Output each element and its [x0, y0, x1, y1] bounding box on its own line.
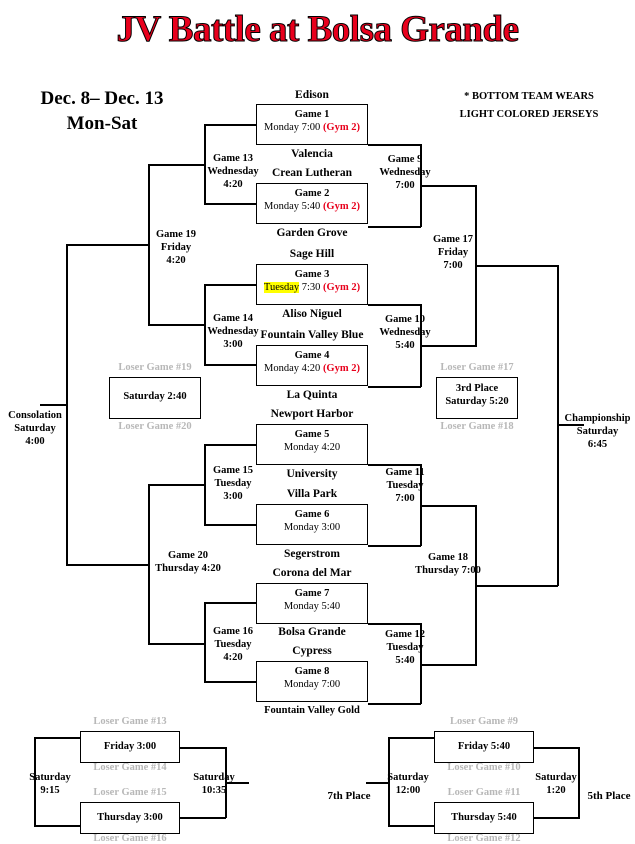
- round1-team-bottom: Bolsa Grande: [278, 626, 346, 638]
- game-number: Game 12: [385, 629, 425, 640]
- third-place-loser-bottom: Loser Game #18: [440, 421, 514, 432]
- round1-team-bottom: La Quinta: [286, 389, 338, 401]
- consolation-label: Consolation: [8, 410, 62, 421]
- game-time: 12:00: [395, 785, 421, 796]
- game-day-time: Friday 5:40: [457, 741, 511, 752]
- bracket-line: [388, 737, 435, 739]
- game-day: Monday: [264, 122, 300, 133]
- round1-team-bottom: University: [286, 468, 338, 480]
- game-number: Game 6: [294, 509, 330, 520]
- bracket-line: [204, 524, 257, 526]
- game-number: Game 19: [156, 229, 196, 240]
- game-gym: (Gym 2): [322, 122, 360, 133]
- game-time: 7:00: [321, 679, 341, 690]
- bracket-line: [66, 244, 148, 246]
- third-place-label: 3rd Place: [455, 383, 499, 394]
- fifth-place-label: 5th Place: [587, 790, 631, 802]
- game-number: Game 8: [294, 666, 330, 677]
- game-time: 4:20: [321, 442, 341, 453]
- game-day-time: [400, 564, 496, 577]
- bottom-left-game-bottom: [80, 802, 180, 834]
- game-time: 7:00: [395, 180, 415, 191]
- game-day: Saturday: [535, 772, 577, 783]
- game-day: Saturday: [29, 772, 71, 783]
- bracket-line: [204, 284, 257, 286]
- game-time: 6:45: [587, 439, 608, 450]
- bottom-left-loser-1: Loser Game #13: [93, 716, 167, 727]
- round1-team-bottom: Valencia: [291, 148, 333, 160]
- right-semifinal-label: [400, 551, 496, 577]
- bracket-line: [66, 564, 148, 566]
- bottom-right-game-bottom: [434, 802, 534, 834]
- round1-team-top: Fountain Valley Blue: [260, 329, 364, 341]
- round1-team-top: Cypress: [292, 645, 332, 657]
- left-quarterfinal-label: [200, 152, 266, 191]
- game-time: 3:00: [321, 522, 341, 533]
- game-number: Game 1: [294, 109, 330, 120]
- game-day-time: [143, 562, 233, 575]
- bottom-left-game-top: [80, 731, 180, 763]
- game-time: 7:00: [301, 122, 321, 133]
- bottom-left-right-label: [183, 771, 245, 797]
- left-semifinal-label: [143, 549, 233, 575]
- game-time-line: [257, 362, 367, 375]
- game-time: 7:30: [301, 282, 321, 293]
- tournament-dates: [4, 86, 200, 136]
- game-time: 4:00: [25, 436, 45, 447]
- game-time: 1:20: [546, 785, 566, 796]
- round1-team-bottom: Garden Grove: [276, 227, 348, 239]
- consol-semi-loser-top: Loser Game #19: [118, 362, 192, 373]
- game-time-line: [257, 678, 367, 691]
- round1-team-top: Villa Park: [286, 488, 338, 500]
- round1-team-top: Edison: [295, 89, 329, 101]
- game-day: Wednesday: [379, 327, 431, 338]
- game-number: Game 4: [294, 350, 330, 361]
- game-number: Game 5: [294, 429, 330, 440]
- game-time: 4:20: [166, 255, 186, 266]
- left-semifinal-label: [143, 228, 209, 267]
- game-day-time: Friday 3:00: [103, 741, 157, 752]
- game-day: Tuesday: [214, 639, 252, 650]
- championship-title: Championship: [564, 413, 631, 424]
- bracket-line: [179, 747, 226, 749]
- consol-semi-box: [109, 377, 201, 419]
- game-number: Game 20: [168, 550, 208, 561]
- game-time: 5:40: [301, 201, 321, 212]
- game-time: 4:20: [223, 179, 243, 190]
- bracket-line: [34, 737, 81, 739]
- bracket-line: [476, 265, 558, 267]
- bracket-line: [368, 545, 421, 547]
- game-number: Game 10: [385, 314, 425, 325]
- bracket-line: [204, 602, 257, 604]
- bottom-left-loser-3: Loser Game #15: [93, 787, 167, 798]
- game-day: Thursday: [155, 563, 199, 574]
- game-day: Monday: [283, 679, 319, 690]
- game-time: 7:00: [443, 260, 463, 271]
- bracket-line: [179, 817, 226, 819]
- right-quarterfinal-label: [372, 628, 438, 667]
- bracket-line: [533, 817, 580, 819]
- round1-game-box: [256, 424, 368, 465]
- bracket-line: [368, 304, 421, 306]
- round1-game-box: [256, 104, 368, 145]
- consolation-final-label: [0, 409, 70, 448]
- game-time: 4:20: [201, 563, 221, 574]
- bracket-line: [388, 825, 435, 827]
- game-time-line: [257, 441, 367, 454]
- game-number: Game 18: [428, 552, 468, 563]
- game-day-time: Thursday 3:00: [97, 812, 163, 823]
- game-day: Friday: [160, 242, 192, 253]
- bracket-line: [204, 364, 257, 366]
- game-day: Wednesday: [207, 166, 259, 177]
- game-number: Game 7: [294, 588, 330, 599]
- game-number: Game 9: [387, 154, 423, 165]
- game-number: Game 11: [385, 467, 425, 478]
- game-day: Tuesday: [214, 478, 252, 489]
- bottom-left-left-label: [22, 771, 78, 797]
- game-time: 4:20: [301, 363, 321, 374]
- game-gym: (Gym 2): [322, 201, 360, 212]
- bracket-line: [476, 585, 558, 587]
- game-day: Tuesday: [386, 642, 424, 653]
- game-time: 5:40: [395, 340, 415, 351]
- consol-semi-loser-bottom: Loser Game #20: [118, 421, 192, 432]
- right-quarterfinal-label: [372, 466, 438, 505]
- game-time: 9:15: [40, 785, 60, 796]
- bracket-line: [368, 226, 421, 228]
- bracket-line: [204, 681, 257, 683]
- round1-game-box: [256, 661, 368, 702]
- bracket-line: [204, 124, 257, 126]
- left-quarterfinal-label: [200, 312, 266, 351]
- game-day: Monday: [283, 442, 319, 453]
- game-time: 5:40: [395, 655, 415, 666]
- game-day: Saturday: [193, 772, 235, 783]
- round1-team-bottom: Aliso Niguel: [282, 308, 342, 320]
- game-number: Game 13: [213, 153, 253, 164]
- round1-team-top: Corona del Mar: [272, 567, 352, 579]
- game-day: Monday: [264, 201, 300, 212]
- left-quarterfinal-label: [200, 625, 266, 664]
- game-day: Tuesday: [263, 282, 300, 293]
- game-gym: (Gym 2): [323, 282, 361, 293]
- bracket-line: [368, 623, 421, 625]
- bracket-line: [420, 185, 477, 187]
- bottom-right-loser-1: Loser Game #9: [449, 716, 519, 727]
- third-place-loser-top: Loser Game #17: [440, 362, 514, 373]
- bottom-right-game-top: [434, 731, 534, 763]
- game-time: 7:00: [461, 565, 481, 576]
- round1-game-box: [256, 504, 368, 545]
- game-time: 3:00: [223, 339, 243, 350]
- bottom-right-loser-3: Loser Game #11: [447, 787, 521, 798]
- jersey-note-line-2: LIGHT COLORED JERSEYS: [459, 109, 599, 120]
- game-number: Game 3: [294, 269, 330, 280]
- bottom-right-loser-4: Loser Game #12: [447, 833, 521, 844]
- bracket-line: [148, 484, 205, 486]
- bottom-right-right-label: [529, 771, 583, 797]
- bracket-line: [420, 345, 477, 347]
- bottom-left-loser-4: Loser Game #16: [93, 833, 167, 844]
- bracket-line: [368, 144, 421, 146]
- game-number: Game 16: [213, 626, 253, 637]
- bracket-line: [533, 747, 580, 749]
- championship-label: [560, 412, 635, 451]
- game-time-line: [257, 521, 367, 534]
- dates-line-1: Dec. 8– Dec. 13: [40, 88, 164, 109]
- game-day: Monday: [283, 522, 319, 533]
- round1-team-bottom: Segerstrom: [284, 548, 340, 560]
- page-title: JV Battle at Bolsa Grande: [116, 9, 519, 50]
- round1-team-bottom: Fountain Valley Gold: [264, 705, 360, 716]
- bracket-line: [34, 825, 81, 827]
- seventh-place-label: 7th Place: [327, 790, 371, 802]
- game-number: Game 15: [213, 465, 253, 476]
- bracket-line: [148, 164, 205, 166]
- bracket-line: [368, 386, 421, 388]
- consol-semi-day-time: Saturday 2:40: [123, 391, 187, 402]
- game-time-line: [257, 200, 367, 213]
- third-place-day-time: Saturday 5:20: [445, 396, 509, 407]
- bracket-line: [148, 643, 205, 645]
- dates-line-2: Mon-Sat: [66, 113, 138, 134]
- bracket-line: [204, 203, 257, 205]
- game-day: Wednesday: [379, 167, 431, 178]
- game-day: Friday: [437, 247, 469, 258]
- round1-game-box: [256, 183, 368, 224]
- bottom-right-left-label: [378, 771, 438, 797]
- round1-game-box: [256, 264, 368, 305]
- game-time: 4:20: [223, 652, 243, 663]
- game-day: Tuesday: [386, 480, 424, 491]
- left-quarterfinal-label: [200, 464, 266, 503]
- round1-team-top: Sage Hill: [289, 248, 335, 260]
- jersey-note: [429, 88, 629, 124]
- bracket-line: [420, 664, 477, 666]
- bracket-line: [40, 404, 67, 406]
- bottom-right-loser-2: Loser Game #10: [447, 762, 521, 773]
- game-number: Game 14: [213, 313, 253, 324]
- game-day: Thursday: [415, 565, 459, 576]
- game-number: Game 2: [294, 188, 330, 199]
- bracket-line: [368, 703, 421, 705]
- game-number: Game 17: [433, 234, 473, 245]
- game-time: 7:00: [395, 493, 415, 504]
- game-day: Monday: [264, 363, 300, 374]
- game-gym: (Gym 2): [322, 363, 360, 374]
- game-time-line: [257, 281, 367, 294]
- bracket-line: [148, 324, 205, 326]
- game-day: Saturday: [14, 423, 56, 434]
- game-day: Saturday: [576, 426, 619, 437]
- game-day-time: Thursday 5:40: [451, 812, 517, 823]
- game-day: Saturday: [387, 772, 429, 783]
- bottom-left-loser-2: Loser Game #14: [93, 762, 167, 773]
- game-time: 3:00: [223, 491, 243, 502]
- game-time-line: [257, 121, 367, 134]
- bracket-line: [204, 444, 257, 446]
- round1-game-box: [256, 583, 368, 624]
- game-time-line: [257, 600, 367, 613]
- bracket-line: [420, 505, 477, 507]
- game-day: Monday: [283, 601, 319, 612]
- game-day: Wednesday: [207, 326, 259, 337]
- round1-game-box: [256, 345, 368, 386]
- third-place-box: [436, 377, 518, 419]
- round1-team-top: Newport Harbor: [270, 408, 354, 420]
- round1-team-top: Crean Lutheran: [272, 167, 352, 179]
- jersey-note-line-1: * BOTTOM TEAM WEARS: [464, 91, 594, 102]
- game-time: 5:40: [321, 601, 341, 612]
- game-time: 10:35: [201, 785, 227, 796]
